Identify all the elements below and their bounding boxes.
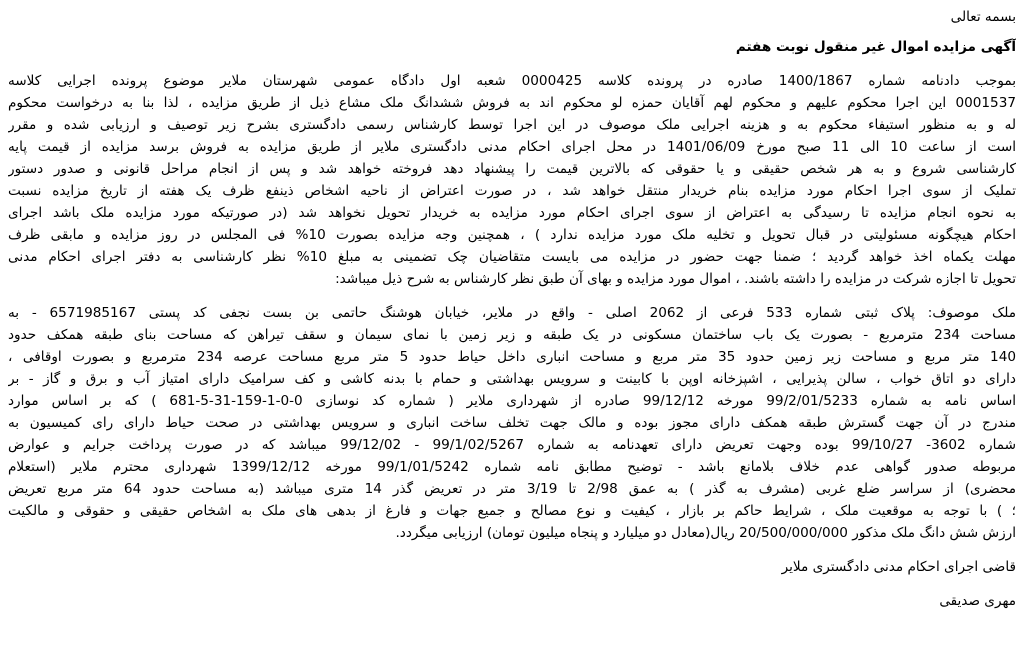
- text-line: ؛ ) با توجه به موقعیت ملک ، شرایط حاکم بر بازار ، کیفیت و نوع مصالح و جمیع جهات و فارغ از بدهی های ملک به اشخاص حقیقی و حقوقی و مالکیت: [8, 503, 1016, 519]
- text-line: شماره 3602- 99/10/27 بوده وجهت تعریض دارای تعهدنامه به شماره 99/1/02/5267 - 99/12/02 میباشد که در صورت پرداخت جرایم و عوارض: [8, 437, 1016, 453]
- text-line: تملیک از سوی اجرا احکام مورد مزایده بنام خریدار منتقل خواهد شد ، در صورت اعتراض از ناحیه اشخاص ذینفع ظرف یک هفته از تاریخ مزایده نسبت: [8, 183, 1016, 199]
- text-line: مهلت یکماه اخذ خواهد گردید ؛ ضمنا جهت حضور در مزایده می بایست متقاضیان چک تضمینی به مبلغ 10% نظر کارشناسی به دفتر اجرای احکام مدنی: [8, 249, 1016, 265]
- text-line: به نحوه انجام مزایده تا رسیدگی به اعتراض از سوی اجرای احکام مورد مزایده به خریدار تحویل نخواهد شد (در صورتیکه مورد مزایده ملک باشد اجرای: [8, 205, 1016, 221]
- paragraph-verdict: [8, 70, 1016, 290]
- paragraph-property: [8, 302, 1016, 544]
- text-line: 0001537 این اجرا محکوم علیهم و محکوم لهم آقایان حمزه لو محکوم اند به فروش ششدانگ ملک مشاع ذیل از طریق مزایده ، لذا بنا به درخواست محکوم: [8, 95, 1016, 111]
- text-line: احکام هیچگونه مسئولیتی در قبال تحویل و تخلیه ملک مورد مزایده ندارد ) ، همچنین وجه مزایده بصورت 10% فی المجلس در روز مزایده و مابقی ظرف: [8, 227, 1016, 243]
- signer-name: مهری صدیقی: [939, 593, 1016, 609]
- text-line: دارای دو اتاق خواب ، سالن پذیرایی ، اشپزخانه اوپن با کابینت و سرویس بهداشتی و حمام با بدنه کاشی و کف سرامیک دارای امتیاز آب و برق و گاز - بر: [8, 371, 1016, 387]
- text-line: له و به منظور استیفاء محکوم به و هزینه اجرایی ملک موصوف در این اجرا توسط کارشناس رسمی دادگستری بشرح زیر توصیف و ارزیابی شده و مقرر: [8, 117, 1016, 133]
- text-line: است از ساعت 10 الی 11 صبح مورخ 1401/06/09 در محل اجرای احکام مدنی دادگستری ملایر از طریق مزایده به فروش برسد مزایده از قیمت پایه: [8, 139, 1016, 155]
- signer-title: قاضی اجرای احکام مدنی دادگستری ملایر: [781, 559, 1016, 575]
- text-line: کارشناسی شروع و به هر شخص حقیقی و یا حقوقی که بالاترین قیمت را پیشنهاد دهد فروخته خواهد شد و پس از انجام مراحل قانونی و صدور دستور: [8, 161, 1016, 177]
- text-line: اساس نامه به شماره 99/2/01/5233 مورخه 99/12/12 صادره از شهرداری ملایر ( شماره کد نوسازی 0-0-1-159-31-5-681 ) که بر اساس موارد: [8, 393, 1016, 409]
- text-line: مساحت 234 مترمربع - بصورت یک باب ساختمان مسکونی در یک طبقه و زیر زمین با نمای سیمان و سقف تیراهن که مساحت بنای طبقه همکف حدود: [8, 327, 1016, 343]
- text-line: 140 متر مربع و مساحت زیر زمین حدود 35 متر مربع و مساحت انباری داخل حیاط حدود 5 متر مربع مساحت عرصه 234 مترمربع و بصورت اوقافی ،: [8, 349, 1016, 365]
- auction-notice: [8, 6, 1016, 612]
- text-line: بموجب دادنامه شماره 1400/1867 صادره در پرونده کلاسه 0000425 شعبه اول دادگاه عمومی شهرستان ملایر موضوع پرونده اجرایی کلاسه: [8, 73, 1016, 89]
- text-line: تحویل تا اجازه شرکت در مزایده را داشته باشند. ، اموال مورد مزایده و بهای آن طبق نظر کارشناس به شرح ذیل میباشد:: [335, 271, 1016, 287]
- text-line: محضری) از سراسر ضلع غربی (مشرف به گذر ) به عمق 2/98 تا 3/19 متر در تعریض گذر 14 متری میباشد (به مساحت حدود 64 متر مربع تعریض: [8, 481, 1016, 497]
- text-line: ملک موصوف: پلاک ثبتی شماره 533 فرعی از 2062 اصلی - واقع در ملایر، خیابان هوشنگ حاتمی بن بست نجفی کد پستی 6571985167 - به: [8, 305, 1016, 321]
- text-line: ارزش شش دانگ ملک مذکور 20/500/000/000 ریال(معادل دو میلیارد و پنجاه میلیون تومان) ارزیابی میگردد.: [395, 525, 1016, 541]
- text-line: مندرج در آن جهت گسترش طبقه همکف دارای مجوز بوده و مالک جهت تخلف ساخت انباری و سرویس بهداشتی در صحت حیاط دارای رای کمیسیون به: [8, 415, 1016, 431]
- text-line: مربوطه صدور گواهی عدم خلاف بلامانع باشد - توضیح مطابق نامه شماره 99/1/01/5242 مورخه 1399/12/12 شهرداری محترم ملایر (استعلام: [8, 459, 1016, 475]
- bismillah-heading: بسمه تعالی: [950, 9, 1016, 25]
- notice-title: آگهی مزایده اموال غیر منقول نوبت هفتم: [735, 39, 1016, 55]
